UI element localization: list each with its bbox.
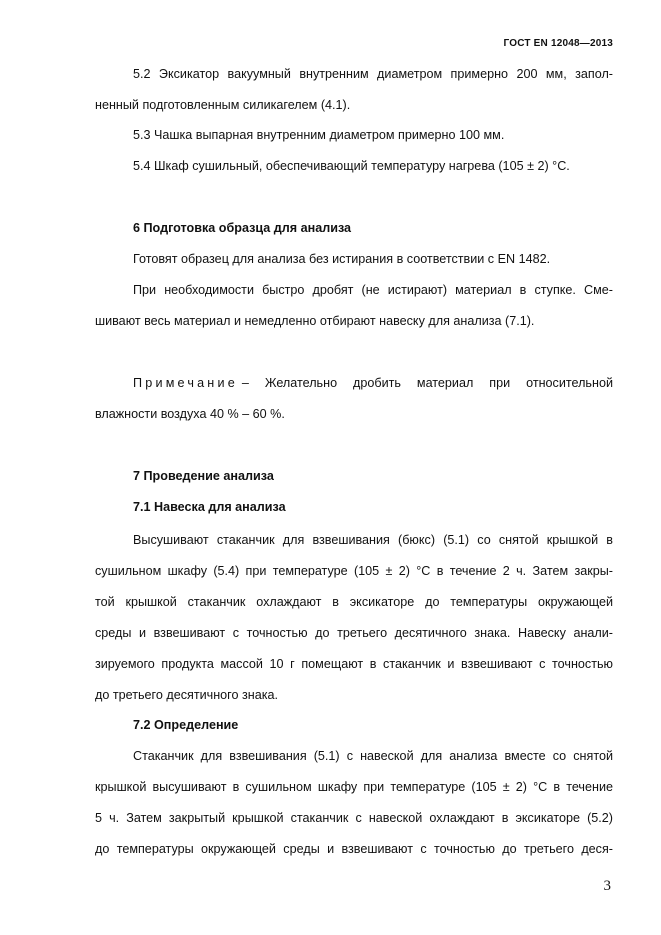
text-line: Высушивают стаканчик для взвешивания (бюкс) (5.1) со снятой крышкой в [133, 533, 613, 547]
subsection-heading: 7.1 Навеска для анализа [133, 500, 286, 514]
text-line: сушильном шкафу (5.4) при температуре (105 ± 2) °С в течение 2 ч. Затем закры- [95, 564, 613, 578]
section-heading: 7 Проведение анализа [133, 469, 274, 483]
text-line: до температуры окружающей среды и взвешивают с точностью до третьего деся- [95, 842, 613, 856]
text-line: 5 ч. Затем закрытый крышкой стаканчик с навеской охлаждают в эксикаторе (5.2) [95, 811, 613, 825]
subsection-heading: 7.2 Определение [133, 718, 239, 732]
page-number: 3 [603, 878, 611, 894]
text-line: крышкой высушивают в сушильном шкафу при температуре (105 ± 2) °С в течение [95, 780, 613, 794]
text-line: шивают весь материал и немедленно отбирают навеску для анализа (7.1). [95, 314, 535, 328]
text-line: При необходимости быстро дробят (не истирают) материал в ступке. Сме- [133, 283, 613, 297]
text-line: ненный подготовленным силикагелем (4.1). [95, 98, 351, 112]
text-line: 5.3 Чашка выпарная внутренним диаметром примерно 100 мм. [133, 128, 505, 142]
note-label: Примечание [133, 376, 238, 390]
text-line: Готовят образец для анализа без истирания в соответствии с EN 1482. [133, 252, 551, 266]
text-line: влажности воздуха 40 % – 60 %. [95, 407, 285, 421]
page-header-standard: ГОСТ EN 12048—2013 [503, 38, 613, 49]
text-line: 5.2 Эксикатор вакуумный внутренним диаметром примерно 200 мм, запол- [133, 67, 613, 81]
text-line: той крышкой стаканчик охлаждают в эксикаторе до температуры окружающей [95, 595, 613, 609]
text-line: Стаканчик для взвешивания (5.1) с навеской для анализа вместе со снятой [133, 749, 613, 763]
note-line [133, 375, 613, 391]
section-heading: 6 Подготовка образца для анализа [133, 221, 352, 235]
note-text: – Желательно дробить материал при относительной [241, 376, 613, 390]
text-line: среды и взвешивают с точностью до третьего десятичного знака. Навеску анали- [95, 626, 613, 640]
text-line: зируемого продукта массой 10 г помещают в стаканчик и взвешивают с точностью [95, 657, 613, 671]
text-line: 5.4 Шкаф сушильный, обеспечивающий температуру нагрева (105 ± 2) °С. [133, 159, 570, 173]
text-line: до третьего десятичного знака. [95, 688, 278, 702]
